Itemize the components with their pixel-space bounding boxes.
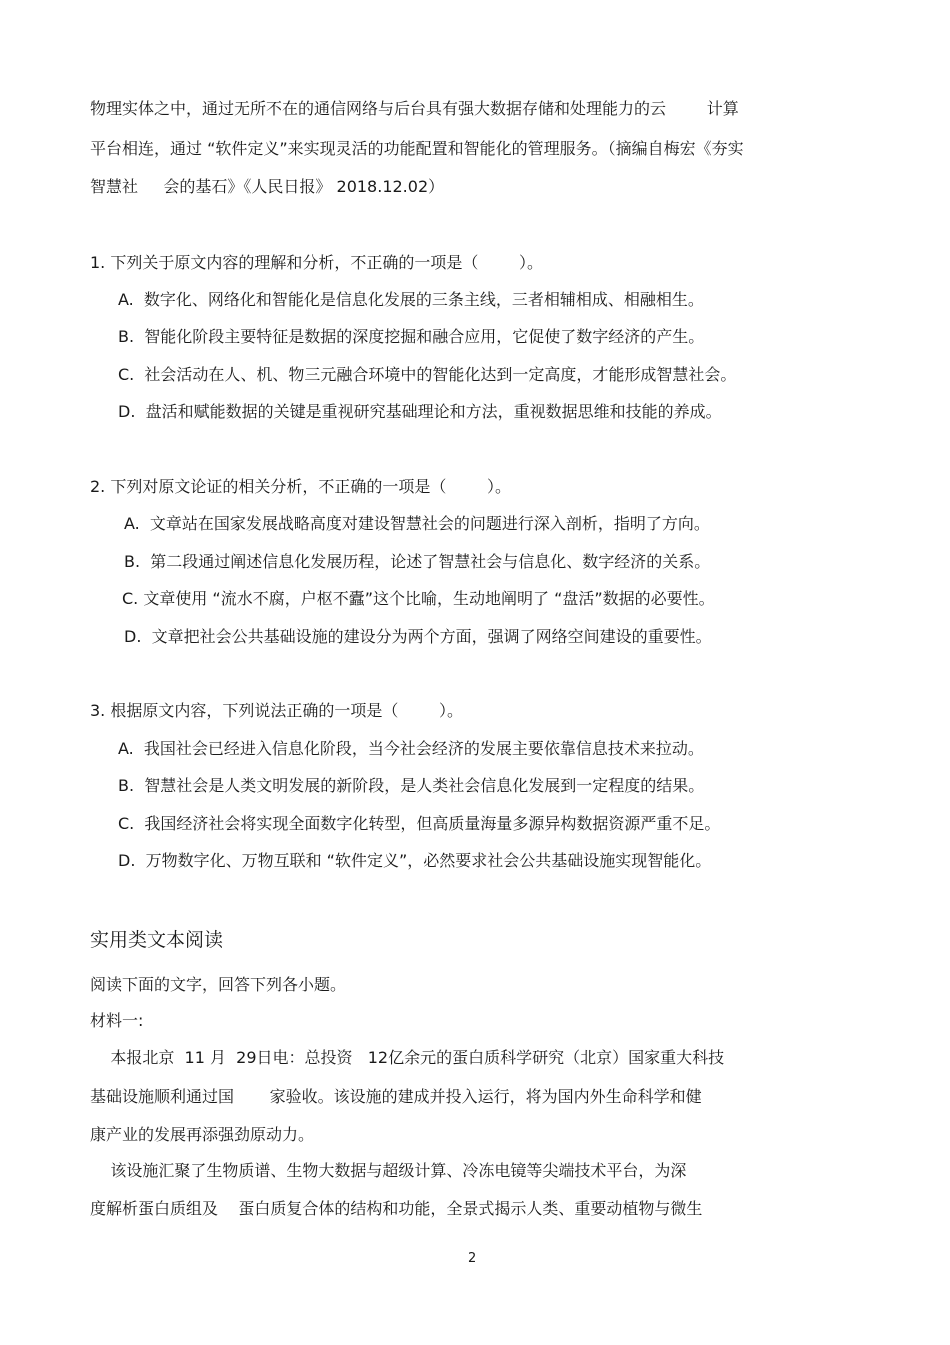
question-3-stem: 3. 根据原文内容，下列说法正确的一项是（ ）。 xyxy=(90,701,464,720)
question-2-option-c: C. 文章使用 “流水不腐，户枢不蠹”这个比喻，生动地阐明了 “盘活”数据的必要性。 xyxy=(122,589,715,608)
material-label: 材料一: xyxy=(90,1011,144,1030)
question-1-option-d: D. 盘活和赋能数据的关键是重视研究基础理论和方法，重视数据思维和技能的养成。 xyxy=(118,402,722,421)
question-1-option-b: B. 智能化阶段主要特征是数据的深度挖掘和融合应用，它促使了数字经济的产生。 xyxy=(118,327,705,346)
intro-line-2: 平台相连，通过 “软件定义”来实现灵活的功能配置和智能化的管理服务。（摘编自梅宏《夯实 xyxy=(90,139,744,158)
question-3-option-d: D. 万物数字化、万物互联和 “软件定义”，必然要求社会公共基础设施实现智能化。 xyxy=(118,851,712,870)
material-line-2: 基础设施顺利通过国 家验收。该设施的建成并投入运行，将为国内外生命科学和健 xyxy=(90,1087,702,1106)
question-1-option-c: C. 社会活动在人、机、物三元融合环境中的智能化达到一定高度，才能形成智慧社会。 xyxy=(118,365,737,384)
question-3-option-b: B. 智慧社会是人类文明发展的新阶段，是人类社会信息化发展到一定程度的结果。 xyxy=(118,776,705,795)
intro-line-1: 物理实体之中，通过无所不在的通信网络与后台具有强大数据存储和处理能力的云 计算 xyxy=(90,99,739,118)
material-line-5: 度解析蛋白质组及 蛋白质复合体的结构和功能，全景式揭示人类、重要动植物与微生 xyxy=(90,1199,703,1218)
section-title: 实用类文本阅读 xyxy=(90,929,224,951)
material-line-4: 该设施汇聚了生物质谱、生物大数据与超级计算、冷冻电镜等尖端技术平台，为深 xyxy=(90,1161,687,1180)
question-3-option-a: A. 我国社会已经进入信息化阶段，当今社会经济的发展主要依靠信息技术来拉动。 xyxy=(118,739,704,758)
intro-line-3: 智慧社 会的基石》《人民日报》 2018.12.02） xyxy=(90,177,445,196)
question-2-option-d: D. 文章把社会公共基础设施的建设分为两个方面，强调了网络空间建设的重要性。 xyxy=(124,627,712,646)
question-1-option-a: A. 数字化、网络化和智能化是信息化发展的三条主线，三者相辅相成、相融相生。 xyxy=(118,290,704,309)
question-3-option-c: C. 我国经济社会将实现全面数字化转型，但高质量海量多源异构数据资源严重不足。 xyxy=(118,814,721,833)
question-2-option-b: B. 第二段通过阐述信息化发展历程，论述了智慧社会与信息化、数字经济的关系。 xyxy=(124,552,711,571)
question-2-stem: 2. 下列对原文论证的相关分析，不正确的一项是（ ）。 xyxy=(90,477,512,496)
question-2-option-a: A. 文章站在国家发展战略高度对建设智慧社会的问题进行深入剖析，指明了方向。 xyxy=(124,514,710,533)
material-line-1: 本报北京 11 月 29日电：总投资 12亿余元的蛋白质科学研究（北京）国家重大科技 xyxy=(90,1048,725,1067)
page-number: 2 xyxy=(468,1251,477,1266)
material-line-3: 康产业的发展再添强劲原动力。 xyxy=(90,1125,315,1144)
section-instruction: 阅读下面的文字，回答下列各小题。 xyxy=(90,975,347,994)
question-1-stem: 1. 下列关于原文内容的理解和分析，不正确的一项是（ ）。 xyxy=(90,253,544,272)
